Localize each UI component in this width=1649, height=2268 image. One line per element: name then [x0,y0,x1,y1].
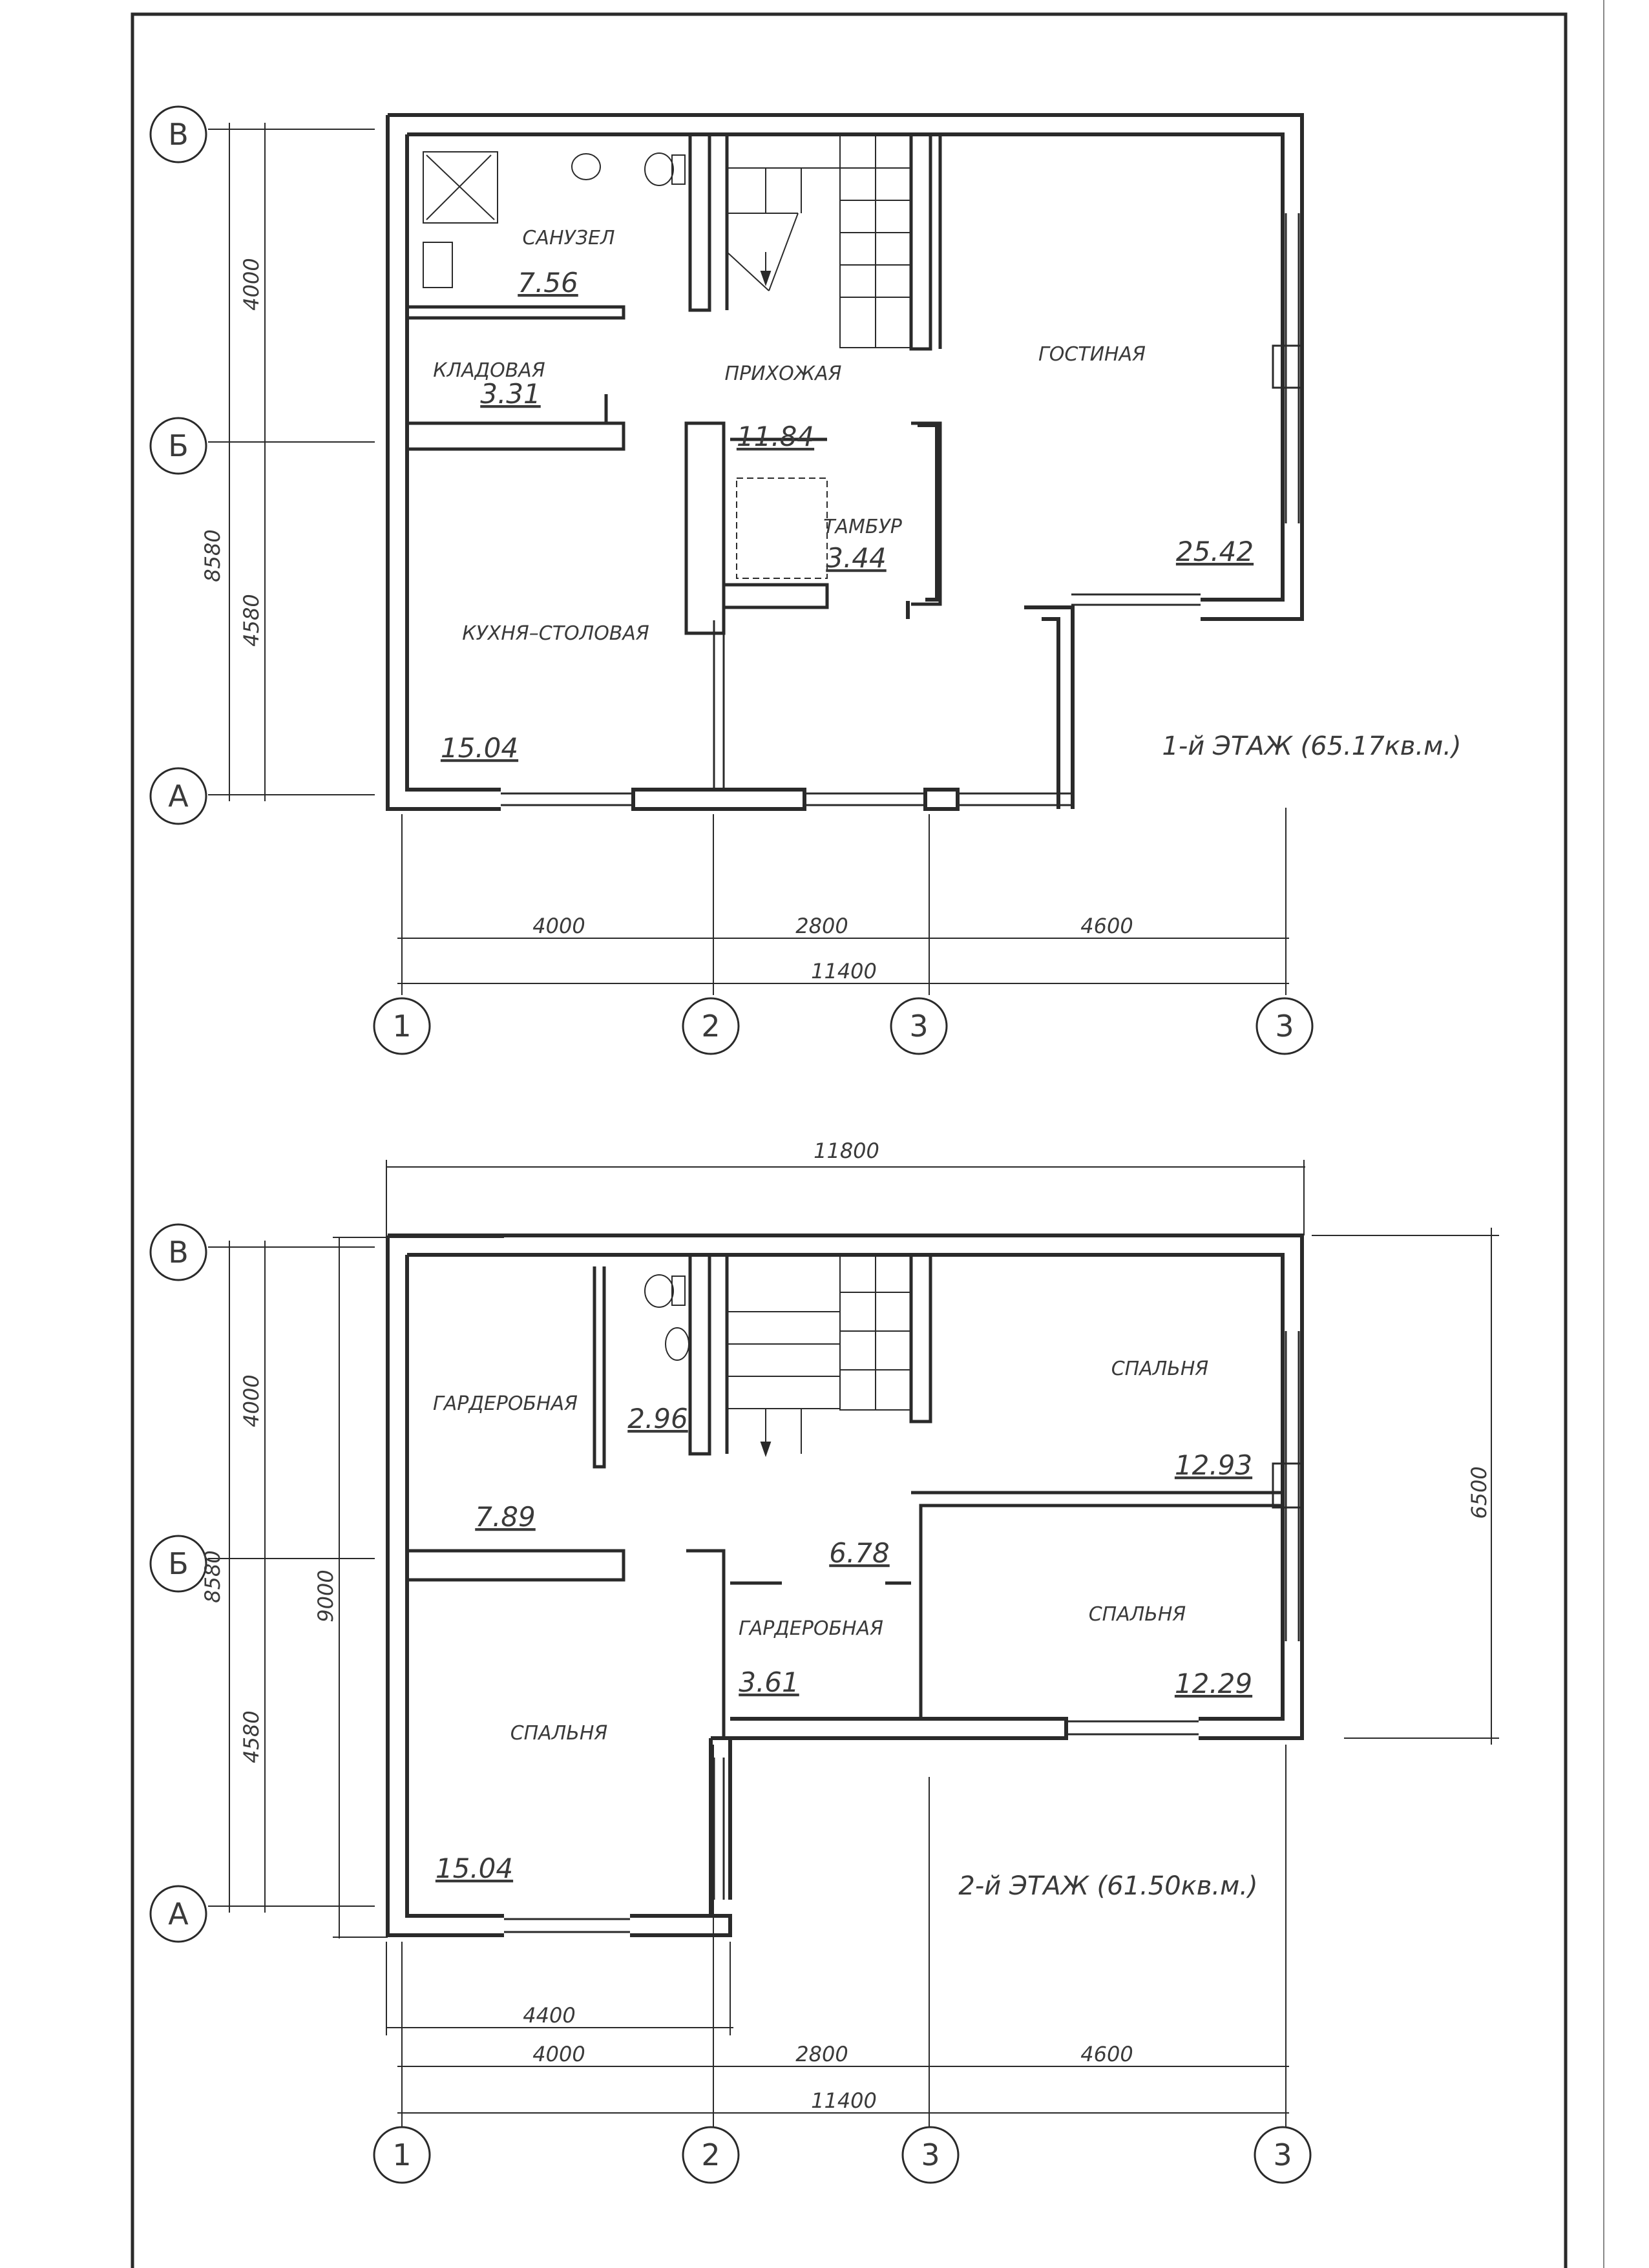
dim-total-2: 11400 [811,2088,877,2113]
dim-right-2: 6500 [1467,1466,1491,1519]
floor-2-outer-walls [388,1235,1302,1935]
sink-icon [666,1328,689,1360]
room-area-sanuzel: 7.56 [518,267,578,299]
room-name-gostinaya: ГОСТИНАЯ [1038,343,1146,366]
room-area-spalnya-lower-right: 12.29 [1174,1668,1253,1699]
room-area-tambur: 3.44 [826,542,887,574]
room-area-gostinaya: 25.42 [1175,536,1254,567]
axis-label-2-2: 2 [701,2137,720,2172]
axis-label-3-2: 3 [921,2137,940,2172]
dim-left-total-2: 8580 [200,1550,225,1603]
axis-label-1: 1 [392,1009,412,1044]
axis-label-3b: 3 [1275,1009,1294,1044]
axis-label-1-2: 1 [392,2137,412,2172]
floor-2-interior-walls [407,1255,1283,1738]
dim-left-lower-2: 4580 [239,1710,264,1763]
room-name-sanuzel: САНУЗЕЛ [522,227,615,249]
room-name-garderobnaya-big: ГАРДЕРОБНАЯ [433,1392,578,1415]
dim-seg1: 4000 [532,914,585,938]
room-name-kladovaya: КЛАДОВАЯ [433,359,545,382]
room-area-garderobnaya-big: 7.89 [475,1501,536,1533]
room-area-garderobnaya-small: 3.61 [739,1666,799,1698]
room-area-spalnya-upper-right: 12.93 [1174,1449,1253,1481]
room-area-kladovaya: 3.31 [480,378,541,410]
room-name-kukhnya: КУХНЯ–СТОЛОВАЯ [462,622,649,645]
toilet-icon [645,1275,673,1307]
room-area-kukhnya: 15.04 [440,732,519,764]
floor-2-plan [388,1235,1302,1935]
floor-1-title: 1-й ЭТАЖ (65.17кв.м.) [1162,731,1462,761]
floor-1-windows [501,213,1302,805]
axis-label-V-2: В [168,1235,189,1270]
axis-label-3: 3 [909,1009,929,1044]
dim-seg2-2: 2800 [795,2042,848,2066]
dim-total: 11400 [811,959,877,983]
dim-seg2: 2800 [795,914,848,938]
room-name-tambur: ТАМБУР [823,516,902,538]
axis-label-A-2: А [168,1896,189,1931]
dim-seg1-2: 4000 [532,2042,585,2066]
room-name-prikhozhaya: ПРИХОЖАЯ [724,362,842,385]
room-name-spalnya-lower-right: СПАЛЬНЯ [1088,1603,1186,1626]
axis-label-2: 2 [701,1009,720,1044]
room-area-hall: 6.78 [829,1537,890,1569]
dim-left-upper-2: 4000 [239,1374,264,1427]
axis-label-B-2: Б [168,1546,189,1581]
dim-left-upper: 4000 [239,258,264,311]
axis-label-A: А [168,779,189,814]
room-name-spalnya-upper-right: СПАЛЬНЯ [1111,1358,1209,1380]
room-name-garderobnaya-small: ГАРДЕРОБНАЯ [739,1617,883,1640]
bath-tray-icon [423,242,452,288]
floor-1-axis-markers [151,107,1312,1054]
floor-1-dimension-lines [208,123,1289,995]
room-area-prikhozhaya: 11.84 [736,421,815,452]
floor-2-title: 2-й ЭТАЖ (61.50кв.м.) [958,1871,1258,1901]
floor-1-stair [727,134,911,348]
axis-label-B: Б [168,428,189,463]
dim-left-total: 8580 [200,529,225,582]
sink-icon [572,154,600,180]
dim-left-outer-2: 9000 [313,1570,338,1622]
axis-label-V: В [168,117,189,152]
room-name-spalnya-left: СПАЛЬНЯ [510,1722,608,1745]
floor-2-fixtures [645,1275,689,1360]
axis-label-3b-2: 3 [1273,2137,1292,2172]
floor-1-plan [388,115,1302,809]
dim-left-lower: 4580 [239,594,264,647]
dim-bay-2: 4400 [523,2003,576,2028]
toilet-icon [645,153,673,185]
floor-2-dimension-lines [208,1160,1499,2129]
floor-1-outer-walls [388,115,1302,809]
room-area-wc: 2.96 [627,1403,688,1434]
dim-seg3-2: 4600 [1080,2042,1133,2066]
dim-top-total-2: 11800 [814,1139,879,1163]
floor-2-windows [504,1331,1302,1932]
floor-2-stair [727,1255,911,1455]
dim-seg3: 4600 [1080,914,1133,938]
room-area-spalnya-left: 15.04 [435,1853,514,1884]
